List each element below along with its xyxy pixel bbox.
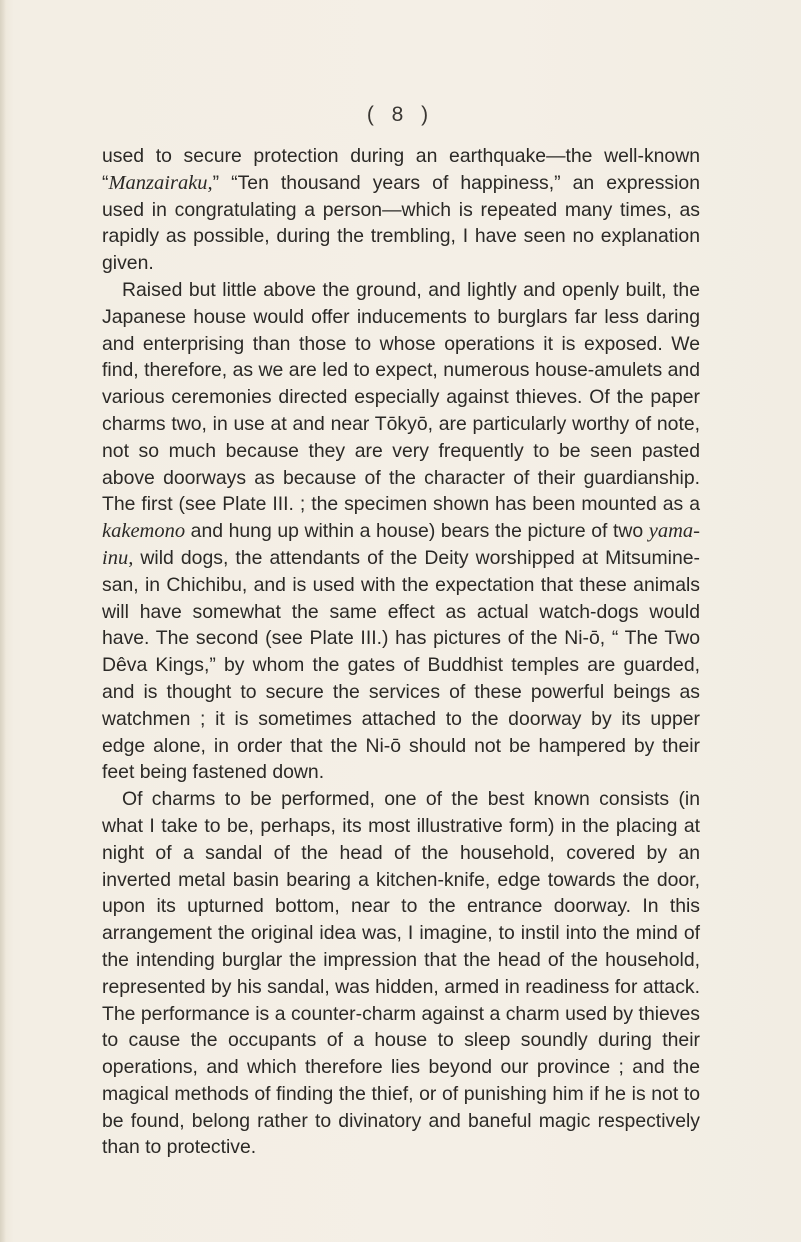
paragraph-2-part-a: Raised but little above the ground, and lightly and openly built, the Japanese house would offer inducements to burglars far less daring and enterprising than those to whose operations it is exposed. We find, therefore, as we are led to expect, numerous house-amulets and various ceremonies directed especially against thieves. Of the paper charms two, in use at and near Tōkyō, are particularly worthy of note, not so much because they are very frequently to be seen pasted above doorways as because of the character of their guardianship. The first (see Plate III. ; the specimen shown has been mounted as a	[102, 278, 700, 516]
paragraph-2-part-b: and hung up within a house) bears the picture of two	[185, 520, 649, 543]
page-gutter-shadow	[0, 0, 6, 1242]
paragraph-3	[102, 786, 700, 1161]
body-text	[102, 143, 700, 1161]
paragraph-1-part-b: ” “Ten thousand years of happiness,” an expression used in congratulating a person—which is repeated many times, as rapidly as possible, during the trembling, I have seen no explanation given.	[102, 171, 700, 275]
paragraph-1-part-a: used to secure protection during an earthquake—the well-known “	[102, 145, 700, 194]
paragraph-3-part-a: Of charms to be performed, one of the best known consists (in what I take to be, perhaps, its most illustrative form) in the placing at night of a sandal of the head of the household, covered by an inverted metal basin bearing a kitchen-knife, edge towards the door, upon its upturned bottom, near to the entrance doorway. In this arrangement the original idea was, I imagine, to instil into the mind of the intending burglar the impression that the head of the household, represented by his sandal, was hidden, armed in readiness for attack. The performance is a counter-charm against a charm used by thieves to cause the occupants of a house to sleep soundly during their operations, and which therefore lies beyond our province ; and the magical methods of finding the thief, or of punishing him if he is not to be found, belong rather to divinatory and baneful magic respectively than to protective.	[102, 788, 700, 1159]
page-number: ( 8 )	[366, 103, 435, 126]
term-yama-inu: yama-inu,	[102, 520, 700, 569]
term-manzairaku: Manzairaku,	[108, 171, 213, 194]
paragraph-2	[102, 277, 700, 786]
paragraph-2-part-c: wild dogs, the attendants of the Deity worshipped at Mitsumine-san, in Chichibu, and is used with the expectation that these animals will have somewhat the same effect as actual watch-dogs would have. The second (see Plate III.) has pictures of the Ni-ō, “ The Two Dêva Kings,” by whom the gates of Buddhist temples are guarded, and is thought to secure the services of these powerful beings as watchmen ; it is sometimes attached to the doorway by its upper edge alone, in order that the Ni-ō should not be hampered by their feet being fastened down.	[102, 546, 700, 784]
paragraph-1	[102, 143, 700, 277]
term-kakemono: kakemono	[102, 520, 186, 543]
